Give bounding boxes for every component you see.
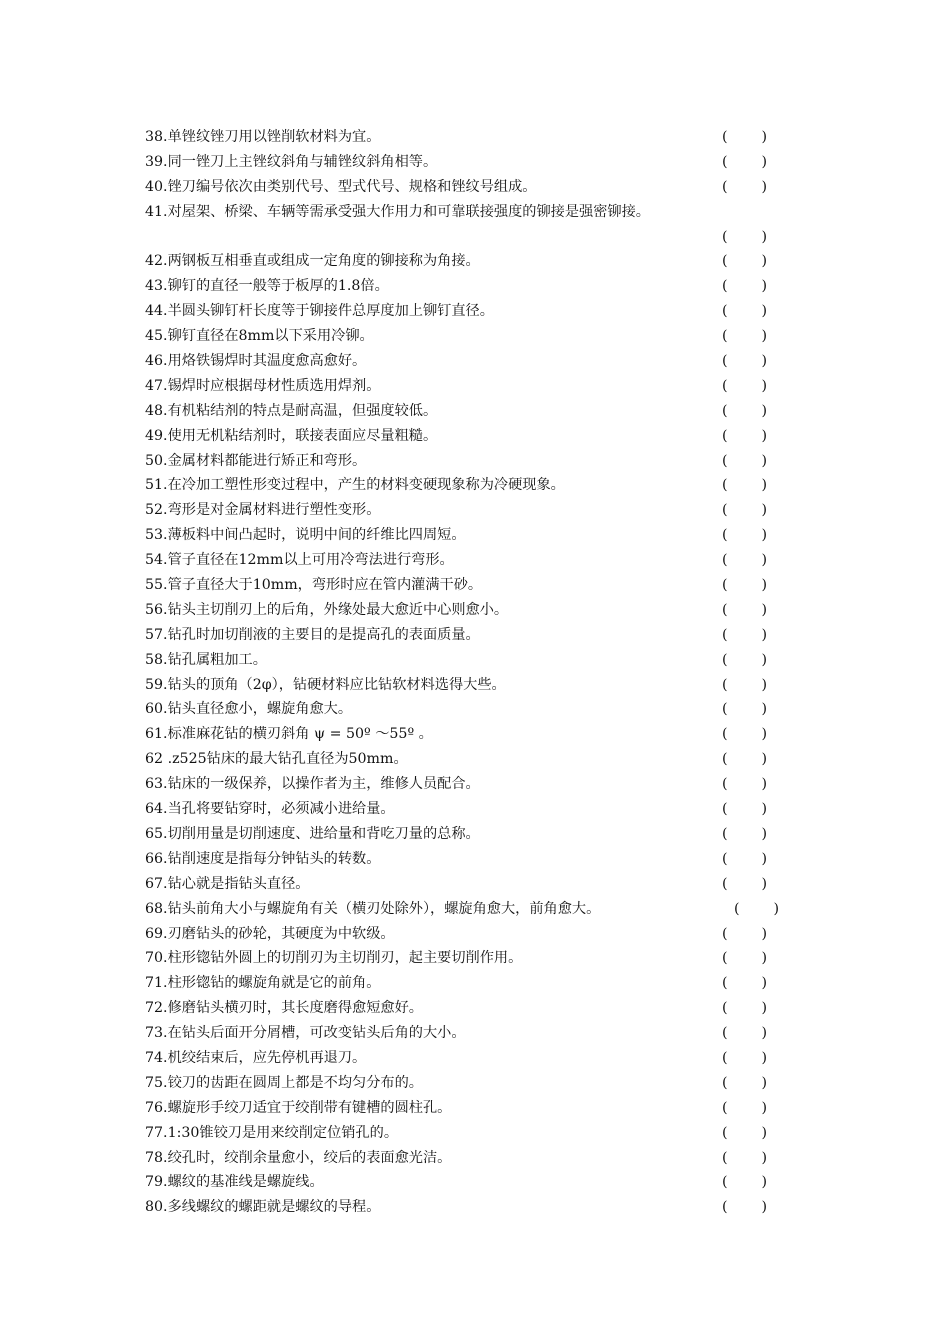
question-text: 78.绞孔时，绞削余量愈小，绞后的表面愈光洁。	[145, 1149, 452, 1166]
open-paren: (	[722, 825, 728, 842]
question-text: 58.钻孔属粗加工。	[145, 651, 267, 668]
open-paren: (	[722, 1025, 728, 1042]
open-paren: (	[722, 850, 728, 867]
question-text: 47.锡焊时应根据母材性质选用焊剂。	[145, 377, 381, 394]
question-text: 54.管子直径在12mm以上可用冷弯法进行弯形。	[145, 552, 454, 569]
open-paren: (	[722, 875, 728, 892]
question-text: 60.钻头直径愈小，螺旋角愈大。	[145, 701, 353, 718]
question-text: 79.螺纹的基准线是螺旋线。	[145, 1174, 324, 1191]
close-paren: )	[761, 1074, 767, 1091]
close-paren: )	[761, 1199, 767, 1216]
question-text: 77.1:30锥铰刀是用来绞削定位销孔的。	[145, 1124, 399, 1141]
close-paren: )	[773, 900, 779, 917]
question-text: 51.在冷加工塑性形变过程中，产生的材料变硬现象称为冷硬现象。	[145, 477, 565, 494]
question-row	[145, 971, 785, 996]
question-text: 76.螺旋形手绞刀适宜于绞削带有键槽的圆柱孔。	[145, 1099, 452, 1116]
close-paren: )	[761, 1149, 767, 1166]
open-paren: (	[722, 1000, 728, 1017]
close-paren: )	[761, 452, 767, 469]
question-text: 75.铰刀的齿距在圆周上都是不均匀分布的。	[145, 1074, 423, 1091]
open-paren: (	[722, 377, 728, 394]
question-row	[145, 573, 785, 598]
question-row	[145, 772, 785, 797]
question-row	[145, 1071, 785, 1096]
question-row	[145, 200, 785, 225]
question-text: 62 .z525钻床的最大钻孔直径为50mm。	[145, 751, 408, 768]
question-list	[145, 125, 785, 1220]
open-paren: (	[722, 1074, 728, 1091]
close-paren: )	[761, 701, 767, 718]
question-text: 42.两钢板互相垂直或组成一定角度的铆接称为角接。	[145, 253, 480, 270]
question-row	[145, 847, 785, 872]
open-paren: (	[722, 178, 728, 195]
open-paren: (	[722, 452, 728, 469]
question-row	[145, 175, 785, 200]
close-paren: )	[761, 552, 767, 569]
question-row	[145, 523, 785, 548]
question-text: 59.钻头的顶角（2φ），钻硬材料应比钻软材料选得大些。	[145, 676, 506, 693]
question-row	[145, 1195, 785, 1220]
open-paren: (	[722, 676, 728, 693]
question-text: 46.用烙铁锡焊时其温度愈高愈好。	[145, 353, 367, 370]
question-row	[145, 150, 785, 175]
question-row	[145, 374, 785, 399]
question-row	[145, 399, 785, 424]
question-text: 73.在钻头后面开分屑槽，可改变钻头后角的大小。	[145, 1025, 466, 1042]
question-row	[145, 946, 785, 971]
question-text: 50.金属材料都能进行矫正和弯形。	[145, 452, 367, 469]
question-row	[145, 324, 785, 349]
open-paren: (	[722, 776, 728, 793]
question-row	[145, 274, 785, 299]
question-row	[145, 424, 785, 449]
question-text: 49.使用无机粘结剂时，联接表面应尽量粗糙。	[145, 427, 438, 444]
close-paren: )	[761, 502, 767, 519]
open-paren: (	[722, 228, 728, 245]
question-text: 72.修磨钻头横刃时，其长度磨得愈短愈好。	[145, 1000, 423, 1017]
question-text: 40.锉刀编号依次由类别代号、型式代号、规格和锉纹号组成。	[145, 178, 537, 195]
question-text: 65.切削用量是切削速度、进给量和背吃刀量的总称。	[145, 825, 480, 842]
close-paren: )	[761, 527, 767, 544]
open-paren: (	[722, 303, 728, 320]
question-text: 63.钻床的一级保养，以操作者为主，维修人员配合。	[145, 776, 480, 793]
question-row	[145, 1096, 785, 1121]
question-text: 55.管子直径大于10mm，弯形时应在管内灌满干砂。	[145, 577, 483, 594]
question-row	[145, 872, 785, 897]
close-paren: )	[761, 776, 767, 793]
question-row	[145, 1021, 785, 1046]
question-text: 48.有机粘结剂的特点是耐高温，但强度较低。	[145, 402, 438, 419]
question-row	[145, 1146, 785, 1171]
close-paren: )	[761, 626, 767, 643]
close-paren: )	[761, 1174, 767, 1191]
open-paren: (	[722, 975, 728, 992]
question-row	[145, 996, 785, 1021]
question-text: 41.对屋架、桥梁、车辆等需承受强大作用力和可靠联接强度的铆接是强密铆接。	[145, 203, 650, 220]
question-text: 70.柱形锪钻外圆上的切削刃为主切削刃，起主要切削作用。	[145, 950, 523, 967]
question-row	[145, 747, 785, 772]
question-text: 66.钻削速度是指每分钟钻头的转数。	[145, 850, 381, 867]
question-row	[145, 697, 785, 722]
close-paren: )	[761, 726, 767, 743]
question-text: 74.机绞结束后，应先停机再退刀。	[145, 1049, 367, 1066]
open-paren: (	[722, 253, 728, 270]
open-paren: (	[722, 577, 728, 594]
close-paren: )	[761, 577, 767, 594]
close-paren: )	[761, 253, 767, 270]
open-paren: (	[734, 900, 740, 917]
question-row	[145, 125, 785, 150]
open-paren: (	[722, 726, 728, 743]
open-paren: (	[722, 1149, 728, 1166]
close-paren: )	[761, 129, 767, 145]
question-text: 80.多线螺纹的螺距就是螺纹的导程。	[145, 1199, 381, 1216]
close-paren: )	[761, 228, 767, 245]
open-paren: (	[722, 1049, 728, 1066]
question-row	[145, 797, 785, 822]
question-text: 53.薄板料中间凸起时，说明中间的纤维比四周短。	[145, 527, 466, 544]
question-text: 45.铆钉直径在8mm以下采用冷铆。	[145, 328, 374, 345]
close-paren: )	[761, 353, 767, 370]
question-text: 38.单锉纹锉刀用以锉削软材料为宜。	[145, 129, 381, 145]
close-paren: )	[761, 1025, 767, 1042]
close-paren: )	[761, 875, 767, 892]
open-paren: (	[722, 353, 728, 370]
close-paren: )	[761, 1124, 767, 1141]
open-paren: (	[722, 129, 728, 145]
close-paren: )	[761, 950, 767, 967]
question-row	[145, 1046, 785, 1071]
open-paren: (	[722, 527, 728, 544]
question-text: 39.同一锉刀上主锉纹斜角与辅锉纹斜角相等。	[145, 153, 438, 170]
open-paren: (	[722, 751, 728, 768]
open-paren: (	[722, 278, 728, 295]
open-paren: (	[722, 626, 728, 643]
question-text: 56.钻头主切削刃上的后角，外缘处最大愈近中心则愈小。	[145, 601, 509, 618]
question-text: 64.当孔将要钻穿时，必须减小进给量。	[145, 801, 395, 818]
open-paren: (	[722, 402, 728, 419]
open-paren: (	[722, 477, 728, 494]
question-row	[145, 623, 785, 648]
question-text: 71.柱形锪钻的螺旋角就是它的前角。	[145, 975, 381, 992]
question-row	[145, 299, 785, 324]
question-text: 67.钻心就是指钻头直径。	[145, 875, 310, 892]
open-paren: (	[722, 925, 728, 942]
close-paren: )	[761, 850, 767, 867]
open-paren: (	[722, 552, 728, 569]
open-paren: (	[722, 153, 728, 170]
close-paren: )	[761, 601, 767, 618]
open-paren: (	[722, 1174, 728, 1191]
question-row	[145, 473, 785, 498]
question-row	[145, 897, 785, 922]
close-paren: )	[761, 153, 767, 170]
close-paren: )	[761, 328, 767, 345]
question-row-continuation	[145, 225, 785, 250]
question-text: 43.铆钉的直径一般等于板厚的1.8倍。	[145, 278, 389, 295]
open-paren: (	[722, 1124, 728, 1141]
open-paren: (	[722, 328, 728, 345]
close-paren: )	[761, 651, 767, 668]
open-paren: (	[722, 601, 728, 618]
question-text: 57.钻孔时加切削液的主要目的是提高孔的表面质量。	[145, 626, 480, 643]
open-paren: (	[722, 427, 728, 444]
close-paren: )	[761, 1099, 767, 1116]
close-paren: )	[761, 825, 767, 842]
open-paren: (	[722, 1199, 728, 1216]
close-paren: )	[761, 427, 767, 444]
question-row	[145, 922, 785, 947]
close-paren: )	[761, 676, 767, 693]
question-text: 44.半圆头铆钉杆长度等于铆接件总厚度加上铆钉直径。	[145, 303, 494, 320]
close-paren: )	[761, 303, 767, 320]
close-paren: )	[761, 278, 767, 295]
open-paren: (	[722, 701, 728, 718]
question-row	[145, 498, 785, 523]
close-paren: )	[761, 477, 767, 494]
open-paren: (	[722, 1099, 728, 1116]
question-row	[145, 722, 785, 747]
open-paren: (	[722, 950, 728, 967]
close-paren: )	[761, 377, 767, 394]
close-paren: )	[761, 1049, 767, 1066]
close-paren: )	[761, 402, 767, 419]
question-row	[145, 548, 785, 573]
question-row	[145, 449, 785, 474]
open-paren: (	[722, 502, 728, 519]
question-row	[145, 673, 785, 698]
question-row	[145, 648, 785, 673]
open-paren: (	[722, 801, 728, 818]
close-paren: )	[761, 1000, 767, 1017]
question-row	[145, 249, 785, 274]
question-text: 52.弯形是对金属材料进行塑性变形。	[145, 502, 381, 519]
close-paren: )	[761, 925, 767, 942]
close-paren: )	[761, 751, 767, 768]
close-paren: )	[761, 801, 767, 818]
close-paren: )	[761, 975, 767, 992]
question-row	[145, 1121, 785, 1146]
close-paren: )	[761, 178, 767, 195]
question-row	[145, 349, 785, 374]
question-row	[145, 822, 785, 847]
open-paren: (	[722, 651, 728, 668]
question-text: 69.刃磨钻头的砂轮，其硬度为中软级。	[145, 925, 395, 942]
question-text: 68.钻头前角大小与螺旋角有关（横刃处除外），螺旋角愈大，前角愈大。	[145, 900, 601, 917]
question-row	[145, 1170, 785, 1195]
question-row	[145, 598, 785, 623]
question-text: 61.标准麻花钻的横刃斜角 ψ = 50º ～55º 。	[145, 726, 433, 743]
